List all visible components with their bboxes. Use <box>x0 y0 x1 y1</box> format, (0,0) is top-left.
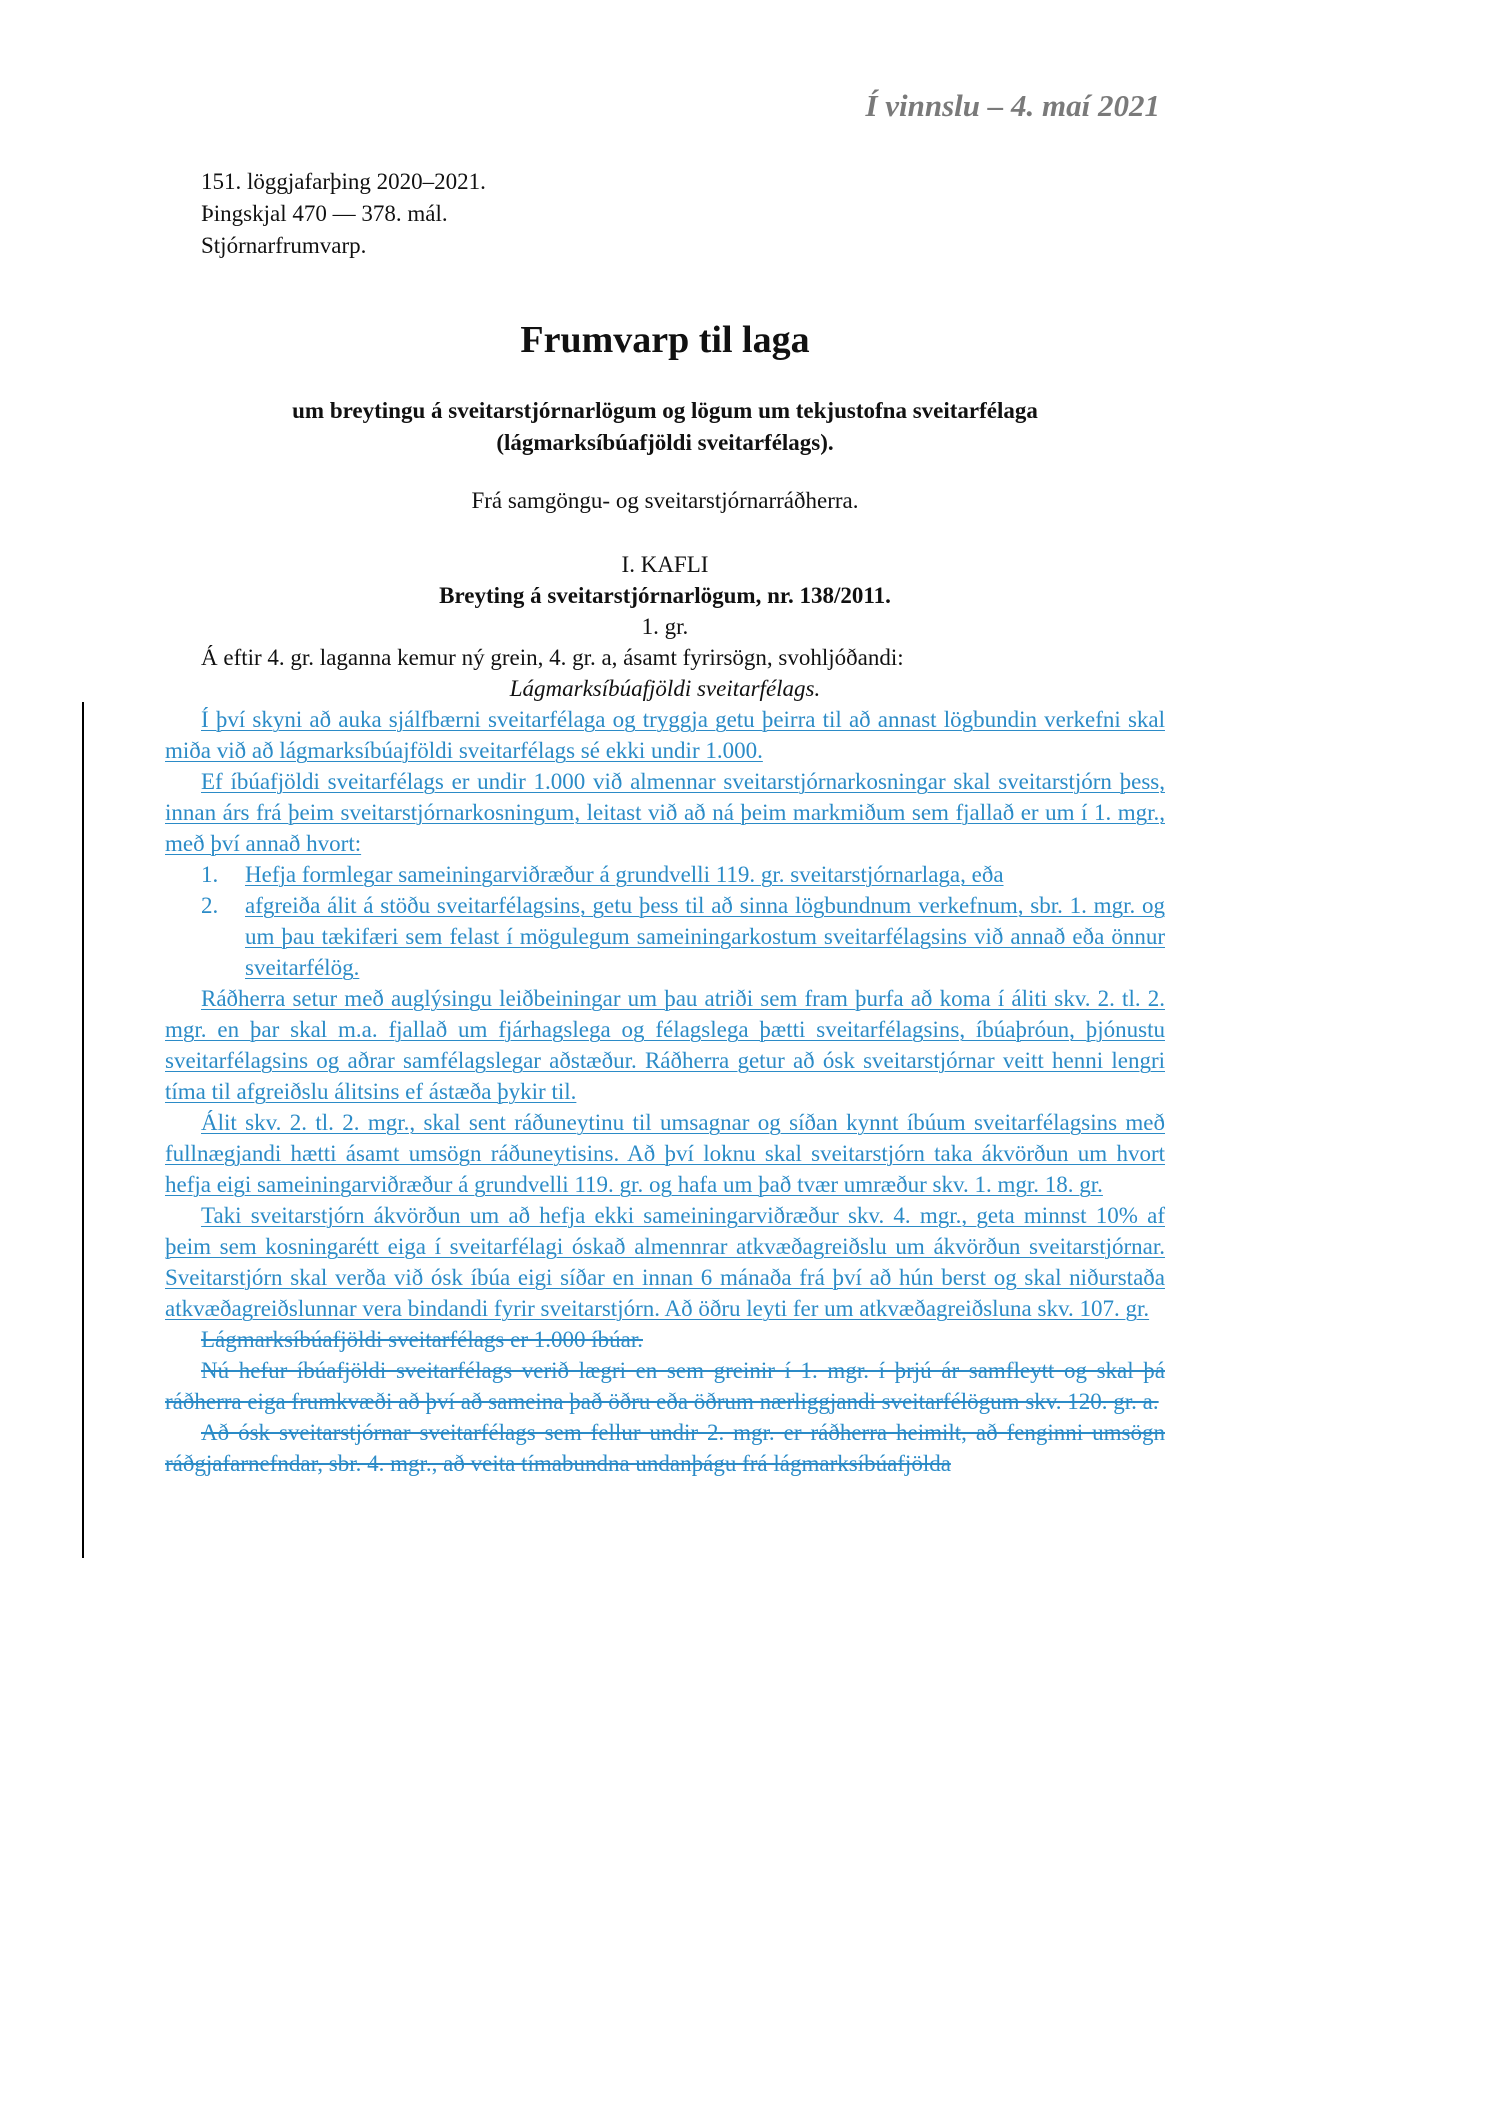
document-number-line: Þingskjal 470 — 378. mál. <box>201 201 448 226</box>
chapter-header <box>165 549 1165 642</box>
deleted-paragraph-2: Nú hefur íbúafjöldi sveitarfélags verið lægri en sem greinir í 1. mgr. í þrjú ár samfleytt og skal þá ráðherra eiga frumkvæði að því að sameina það öðru eða öðrum nærliggjandi sveitarfélögum skv. 120. gr. a. <box>165 1358 1165 1414</box>
inserted-paragraph-1: Í því skyni að auka sjálfbærni sveitarfélaga og tryggja getu þeirra til að annast lögbundin verkefni skal miða við að lágmarksíbúajföldi sveitarfélags sé ekki undir 1.000. <box>165 707 1165 763</box>
document-meta <box>201 166 486 262</box>
tracked-change-bar <box>82 702 84 1558</box>
list-number-2: 2. <box>201 893 219 918</box>
list-item-2 <box>165 890 1165 983</box>
inserted-paragraph-3: Ráðherra setur með auglýsingu leiðbeiningar um þau atriði sem fram þurfa að koma í áliti skv. 2. tl. 2. mgr. en þar skal m.a. fjallað um fjárhagslega og félagslega þætti sveitarfélagsins, íbúaþróun, þjónustu sveitarfélagsins og aðrar samfélagslegar aðstæður. Ráðherra getur að ósk sveitarstjórnar veitt henni lengri tíma til afgreiðslu álitsins ef ástæða þykir til. <box>165 986 1165 1104</box>
list-number-1: 1. <box>201 862 219 887</box>
chapter-title: Breyting á sveitarstjórnarlögum, nr. 138/2011. <box>439 583 891 608</box>
deleted-paragraph-1: Lágmarksíbúafjöldi sveitarfélags er 1.000 íbúar. <box>201 1327 643 1352</box>
subtitle-line-1: um breytingu á sveitarstjórnarlögum og lögum um tekjustofna sveitarfélaga <box>292 398 1038 423</box>
inserted-paragraph-4: Álit skv. 2. tl. 2. mgr., skal sent ráðuneytinu til umsagnar og síðan kynnt íbúum sveitarfélagsins með fullnægjandi hætti ásamt umsögn ráðuneytisins. Að því loknu skal sveitarstjórn taka ákvörðun um hvort hefja eigi sameiningarviðræður á grundvelli 119. gr. og hafa um það tvær umræður skv. 1. mgr. 18. gr. <box>165 1110 1165 1197</box>
deleted-paragraph-3: Að ósk sveitarstjórnar sveitarfélags sem fellur undir 2. mgr. er ráðherra heimilt, að fenginni umsögn ráðgjafarnefndar, sbr. 4. mgr., að veita tímabundna undanþágu frá lágmarksíbúafjölda <box>165 1420 1165 1476</box>
list-text-2: afgreiða álit á stöðu sveitarfélagsins, getu þess til að sinna lögbundnum verkefnum, sbr. 1. mgr. og um þau tækifæri sem felast í mögulegum sameiningarkostum sveitarfélagsins við annað eða önnur sveitarfélög. <box>245 893 1165 980</box>
document-title: Frumvarp til laga <box>520 319 810 361</box>
article-heading: Lágmarksíbúafjöldi sveitarfélags. <box>509 676 821 701</box>
list-item-1 <box>165 859 1165 890</box>
session-line: 151. löggjafarþing 2020–2021. <box>201 169 486 194</box>
inserted-paragraph-2: Ef íbúafjöldi sveitarfélags er undir 1.000 við almennar sveitarstjórnarkosningar skal sveitarstjórn þess, innan árs frá þeim sveitarstjórnarkosningum, leitast við að ná þeim markmiðum sem fjallað er um í 1. mgr., með því annað hvort: <box>165 769 1165 856</box>
article-body <box>165 704 1165 1479</box>
document-status-stamp: Í vinnslu – 4. maí 2021 <box>865 88 1160 123</box>
article-number: 1. gr. <box>641 614 689 639</box>
document-type-line: Stjórnarfrumvarp. <box>201 233 367 258</box>
list-text-1: Hefja formlegar sameiningarviðræður á grundvelli 119. gr. sveitarstjórnarlaga, eða <box>245 862 1004 887</box>
subtitle-line-2: (lágmarksíbúafjöldi sveitarfélags). <box>496 430 834 455</box>
article-intro: Á eftir 4. gr. laganna kemur ný grein, 4. gr. a, ásamt fyrirsögn, svohljóðandi: <box>201 645 904 670</box>
document-subtitle <box>165 395 1165 459</box>
submitted-by: Frá samgöngu- og sveitarstjórnarráðherra. <box>471 488 859 513</box>
chapter-number: I. KAFLI <box>621 552 709 577</box>
inserted-paragraph-5: Taki sveitarstjórn ákvörðun um að hefja ekki sameiningarviðræður skv. 4. mgr., geta minnst 10% af þeim sem kosningarétt eiga í sveitarfélagi óskað almennrar atkvæðagreiðslu um ákvörðun sveitarstjórnar. Sveitarstjórn skal verða við ósk íbúa eigi síðar en innan 6 mánaða frá því að hún berst og skal niðurstaða atkvæðagreiðslunnar vera bindandi fyrir sveitarstjórn. Að öðru leyti fer um atkvæðagreiðsluna skv. 107. gr. <box>165 1203 1165 1321</box>
